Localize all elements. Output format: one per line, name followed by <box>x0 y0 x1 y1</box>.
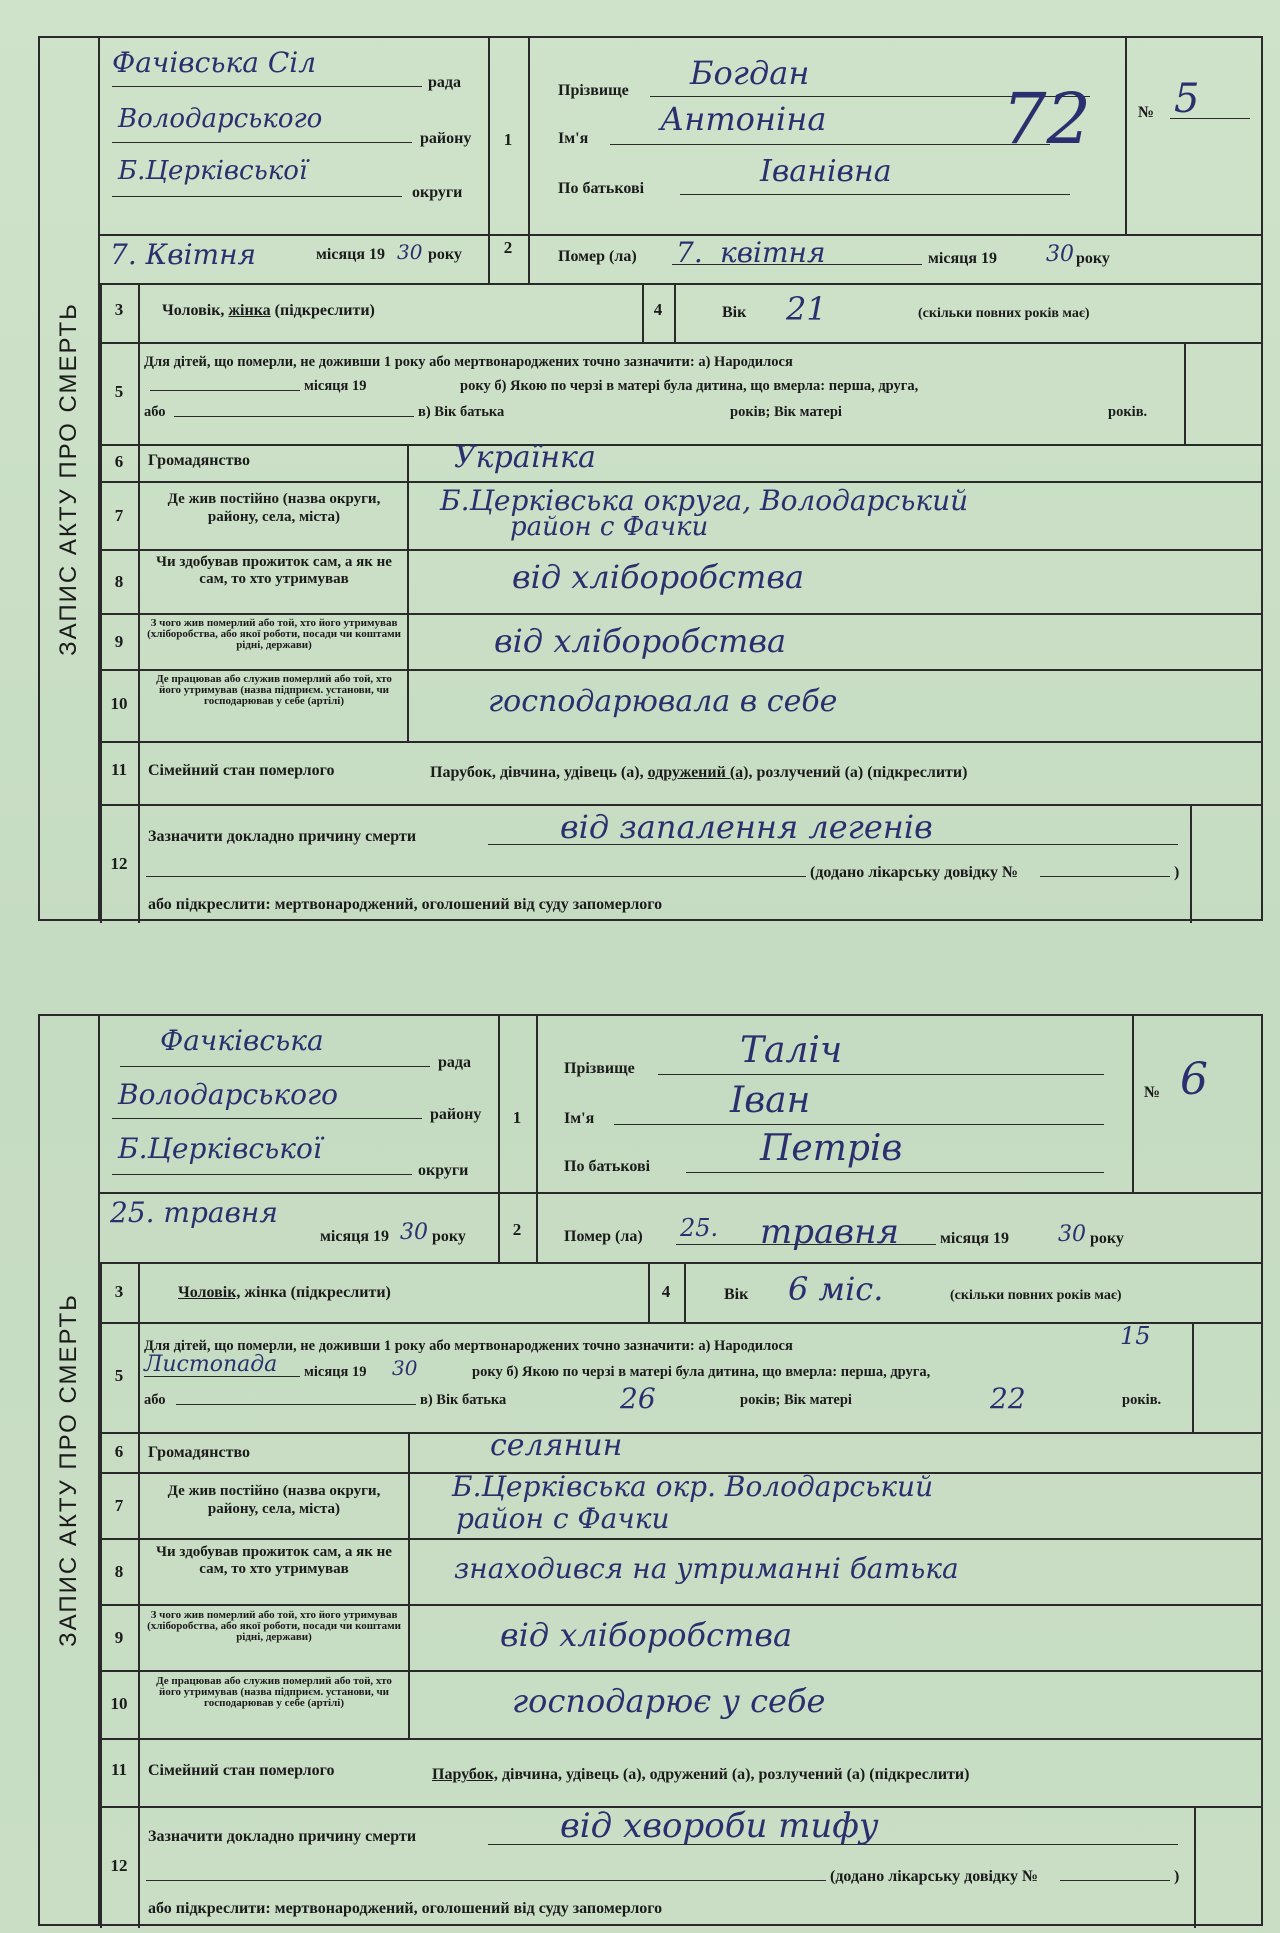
children-line-1: Для дітей, що померли, не доживши 1 року або мертвонароджених точно зазначити: а) Народилося <box>144 1338 793 1354</box>
cause-label: Зазначити докладно причину смерти <box>148 828 417 845</box>
children-line-3b: в) Вік батька <box>418 404 505 420</box>
source-handwritten: від хліборобства <box>494 622 787 660</box>
sex-label: Чоловік, жінка (підкреслити) <box>162 302 375 319</box>
row-number-6: 6 <box>114 452 124 471</box>
district-handwritten: Володарського <box>118 1078 338 1111</box>
certificate-label: (додано лікарську довідку № <box>810 864 1019 881</box>
source-label: З чого жив померлий або той, хто його утримував (хліборобства, або якої роботи, посади чи коштами рідні, держави) <box>147 1609 401 1643</box>
row-number-5: 5 <box>114 382 124 401</box>
marital-label: Сімейний стан померлого <box>148 1762 335 1779</box>
reg-date-handwritten: 25. травня <box>110 1196 278 1229</box>
rada-label: рада <box>428 74 461 91</box>
children-line-3c: років; Вік матері <box>730 404 842 420</box>
surname-label: Прізвище <box>564 1060 635 1077</box>
certificate-label: (додано лікарську довідку № <box>830 1868 1039 1885</box>
children-line-3c: років; Вік матері <box>740 1392 852 1408</box>
row-number-9: 9 <box>114 632 124 651</box>
record-number-handwritten: 5 <box>1174 76 1200 122</box>
row-number-10: 10 <box>110 694 128 713</box>
died-label: Помер (ла) <box>564 1228 643 1245</box>
row-number-7: 7 <box>114 506 124 525</box>
death-year-handwritten: 30 <box>1058 1222 1086 1247</box>
month-label-2: місяця 19 <box>940 1230 1009 1247</box>
council-handwritten: Фачівська Сіл <box>112 46 317 79</box>
death-day-handwritten: 7. <box>676 236 703 269</box>
livelihood-label: Чи здобував прожиток сам, а як не сам, то хто утримував <box>156 1544 392 1577</box>
row-number-4: 4 <box>653 300 663 319</box>
district-handwritten: Володарського <box>118 104 323 134</box>
children-line-3d: років. <box>1122 1392 1162 1408</box>
row-number-1: 1 <box>503 130 513 149</box>
number-label: № <box>1144 1084 1161 1101</box>
age-handwritten: 21 <box>786 290 827 328</box>
reg-year-handwritten: 30 <box>397 240 423 264</box>
sex-label: Чоловік, жінка (підкреслити) <box>178 1284 391 1301</box>
children-line-2b: року б) Якою по черзі в матері була дитина, що вмерла: перша, друга, <box>460 378 919 394</box>
age-note: (скільки повних років має) <box>950 1288 1122 1303</box>
age-handwritten: 6 міс. <box>788 1270 884 1308</box>
born-day-handwritten: 15 <box>1120 1322 1151 1350</box>
side-title-box <box>40 1016 100 1924</box>
council-handwritten: Фачківська <box>160 1024 324 1057</box>
name-label: Ім'я <box>564 1110 595 1127</box>
month-label-2: місяця 19 <box>928 250 997 267</box>
source-handwritten: від хліборобства <box>500 1616 793 1654</box>
row-number-4: 4 <box>661 1282 671 1301</box>
patronymic-label: По батькові <box>558 180 645 197</box>
livelihood-handwritten: знаходився на утриманні батька <box>454 1552 959 1585</box>
row-number-11: 11 <box>110 1760 128 1779</box>
row-number-3: 3 <box>114 300 124 319</box>
raion-label: району <box>430 1106 482 1123</box>
row-number-2: 2 <box>503 238 513 257</box>
reg-date-handwritten: 7. Квітня <box>110 238 257 271</box>
age-label: Вік <box>724 1286 749 1303</box>
year-label: року <box>428 246 462 263</box>
death-month-handwritten: травня <box>760 1212 899 1252</box>
death-day-handwritten: 25. <box>680 1214 719 1242</box>
age-label: Вік <box>722 304 747 321</box>
patronymic-label: По батькові <box>564 1158 651 1175</box>
extra-number-handwritten: 72 <box>1002 78 1092 160</box>
residence-handwritten-2: район с Фачки <box>510 512 709 542</box>
side-title: ЗАПИС АКТУ ПРО СМЕРТЬ <box>55 1293 82 1647</box>
children-line-1: Для дітей, що померли, не доживши 1 року або мертвонароджених точно зазначити: а) Народилося <box>144 354 793 370</box>
stillborn-label: або підкреслити: мертвонароджений, оголошений від суду запомерлого <box>148 1900 663 1917</box>
children-line-3d: років. <box>1108 404 1148 420</box>
name-handwritten: Антоніна <box>660 100 827 138</box>
residence-handwritten-2: район с Фачки <box>456 1502 670 1535</box>
death-year-handwritten: 30 <box>1046 242 1074 267</box>
cause-handwritten: від запалення легенів <box>560 808 933 846</box>
row-number-7: 7 <box>114 1496 124 1515</box>
row-number-6: 6 <box>114 1442 124 1461</box>
children-line-2b: року б) Якою по черзі в матері була дитина, що вмерла: перша, друга, <box>472 1364 931 1380</box>
row-number-12: 12 <box>110 854 128 873</box>
surname-handwritten: Таліч <box>740 1030 843 1071</box>
marital-options: Парубок, дівчина, удівець (а), одружений (а), розлучений (а) (підкреслити) <box>432 1766 970 1783</box>
surname-handwritten: Богдан <box>690 54 810 92</box>
okrug-handwritten: Б.Церківської <box>118 156 308 186</box>
marital-label: Сімейний стан померлого <box>148 762 335 779</box>
row-number-5: 5 <box>114 1366 124 1385</box>
death-record-form-6: ЗАПИС АКТУ ПРО СМЕРТЬ Фачківська рада Володарського району Б.Церківської округи 1 Прізвище Таліч Ім'я Іван По батькові Петрів № 6 25. травня місяця 19 30 року 2 Помер (ла) 25. травня місяця 19 30 року 3 Чоловік, жінка (підкреслити) 4 Вік 6 міс. (скільки повних років має) 5 Для дітей, що померли, не доживши 1 року або мертвонароджених точно зазначити: а) Народилося 15 Листопада місяця 19 30 року б) Якою по черзі в матері була дитина, що вмерла: перша, друга, або в) Вік батька 26 років; Вік матері 22 років. 6 Громадянство селянин 7 Де жив постійно (назва округи, району, села, міста) Б.Церківська окр. Володарський район с Фачки 8 Чи здобував прожиток сам, а як не сам, то хто утримував знаходився на утриманні батька 9 З чого жив померлий або той, хто його утримував (хліборобства, або якої роботи, посади чи коштами рідні, держави) від хліборобства 10 Де працював або служив померлий або той, хто його утримував (назва підприєм. установи, чи господарював у себе (артілі) господарює у себе 11 Сімейний стан померлого Парубок, дівчина, удівець (а), одружений (а), розлучений (а) (підкреслити) 12 Зазначити докладно причину смерти від хвороби тифу (додано лікарську довідку № ) або підкреслити: мертвонароджений, оголошений від суду запомерлого <box>38 1014 1263 1926</box>
born-month-handwritten: Листопада <box>144 1352 278 1377</box>
children-line-3a: або <box>144 404 166 420</box>
surname-label: Прізвище <box>558 82 629 99</box>
marital-options: Парубок, дівчина, удівець (а), одружений (а), розлучений (а) (підкреслити) <box>430 764 968 781</box>
side-title-box <box>40 38 100 919</box>
stillborn-label: або підкреслити: мертвонароджений, оголошений від суду запомерлого <box>148 896 663 913</box>
okrug-handwritten: Б.Церківської <box>118 1132 322 1165</box>
row-number-12: 12 <box>110 1856 128 1875</box>
row-number-8: 8 <box>114 572 124 591</box>
patronymic-handwritten: Петрів <box>760 1128 903 1169</box>
workplace-label: Де працював або служив померлий або той, хто його утримував (назва підприєм. установи, чи господарював у себе (артілі) <box>156 1675 392 1709</box>
citizenship-handwritten: селянин <box>490 1428 623 1463</box>
year-label: року <box>432 1228 466 1245</box>
row-number-10: 10 <box>110 1694 128 1713</box>
residence-handwritten-1: Б.Церківська окр. Володарський <box>452 1470 934 1503</box>
death-record-form-5: ЗАПИС АКТУ ПРО СМЕРТЬ Фачівська Сіл рада Володарського району Б.Церківської округи 1 Прізвище Богдан Ім'я Антоніна 72 По батькові Іванівна № 5 7. Квітня місяця 19 30 року 2 Помер (ла) 7. квітня місяця 19 30 року 3 Чоловік, жінка (підкреслити) 4 Вік 21 (скільки повних років має) 5 Для дітей, що померли, не доживши 1 року або мертвонароджених точно зазначити: а) Народилося місяця 19 року б) Якою по черзі в матері була дитина, що вмерла: перша, друга, або в) Вік батька років; Вік матері років. 6 Громадянство Українка 7 Де жив постійно (назва округи, району, села, міста) Б.Церківська округа, Володарський район с Фачки 8 Чи здобував прожиток сам, а як не сам, то хто утримував від хліборобства 9 З чого жив померлий або той, хто його утримував (хліборобства, або якої роботи, посади чи коштами рідні, держави) від хліборобства 10 Де працював або служив померлий або той, хто його утримував (назва підприєм. установи, чи господарював у себе (артілі) господарювала в себе 11 Сімейний стан померлого Парубок, дівчина, удівець (а), одружений (а), розлучений (а) (підкреслити) 12 Зазначити докладно причину смерти від запалення легенів (додано лікарську довідку № ) або підкреслити: мертвонароджений, оголошений від суду запомерлого <box>38 36 1263 921</box>
age-note: (скільки повних років має) <box>918 306 1090 321</box>
children-line-3a: або <box>144 1392 166 1408</box>
rada-label: рада <box>438 1054 471 1071</box>
row-number-3: 3 <box>114 1282 124 1301</box>
mother-age-handwritten: 22 <box>990 1382 1026 1415</box>
row-number-11: 11 <box>110 760 128 779</box>
death-month-handwritten: квітня <box>720 236 826 269</box>
patronymic-handwritten: Іванівна <box>760 154 892 189</box>
year-label-2: року <box>1076 250 1110 267</box>
record-number-handwritten: 6 <box>1180 1054 1208 1105</box>
okrug-label: округи <box>418 1162 469 1179</box>
livelihood-label: Чи здобував прожиток сам, а як не сам, то хто утримував <box>156 554 392 587</box>
father-age-handwritten: 26 <box>620 1382 656 1415</box>
raion-label: району <box>420 130 472 147</box>
source-label: З чого жив померлий або той, хто його утримував (хліборобства, або якої роботи, посади чи коштами рідні, держави) <box>147 617 401 651</box>
okrug-label: округи <box>412 184 463 201</box>
citizenship-label: Громадянство <box>148 452 251 469</box>
row-number-8: 8 <box>114 1562 124 1581</box>
month-label: місяця 19 <box>316 246 385 263</box>
residence-label: Де жив постійно (назва округи, району, села, міста) <box>167 1483 381 1517</box>
citizenship-handwritten: Українка <box>454 440 596 475</box>
residence-label: Де жив постійно (назва округи, району, села, міста) <box>167 491 381 525</box>
residence-handwritten-1: Б.Церківська округа, Володарський <box>440 484 969 517</box>
year-label-2: року <box>1090 1230 1124 1247</box>
children-line-2a: місяця 19 <box>304 1364 367 1380</box>
side-title: ЗАПИС АКТУ ПРО СМЕРТЬ <box>55 301 82 656</box>
reg-year-handwritten: 30 <box>400 1220 428 1245</box>
citizenship-label: Громадянство <box>148 1444 251 1461</box>
workplace-handwritten: господарює у себе <box>512 1682 826 1720</box>
born-year-handwritten: 30 <box>392 1356 418 1380</box>
month-label: місяця 19 <box>320 1228 389 1245</box>
row-number-9: 9 <box>114 1628 124 1647</box>
number-label: № <box>1138 104 1155 121</box>
workplace-label: Де працював або служив померлий або той, хто його утримував (назва підприєм. установи, чи господарював у себе (артілі) <box>156 673 392 707</box>
livelihood-handwritten: від хліборобства <box>512 558 805 596</box>
children-line-2a: місяця 19 <box>304 378 367 394</box>
children-line-3b: в) Вік батька <box>420 1392 507 1408</box>
cause-label: Зазначити докладно причину смерти <box>148 1828 417 1845</box>
died-label: Помер (ла) <box>558 248 637 265</box>
workplace-handwritten: господарювала в себе <box>488 684 838 719</box>
cause-handwritten: від хвороби тифу <box>560 1806 879 1846</box>
name-label: Ім'я <box>558 130 589 147</box>
name-handwritten: Іван <box>730 1080 811 1121</box>
row-number-2: 2 <box>512 1220 522 1239</box>
row-number-1: 1 <box>512 1108 522 1127</box>
